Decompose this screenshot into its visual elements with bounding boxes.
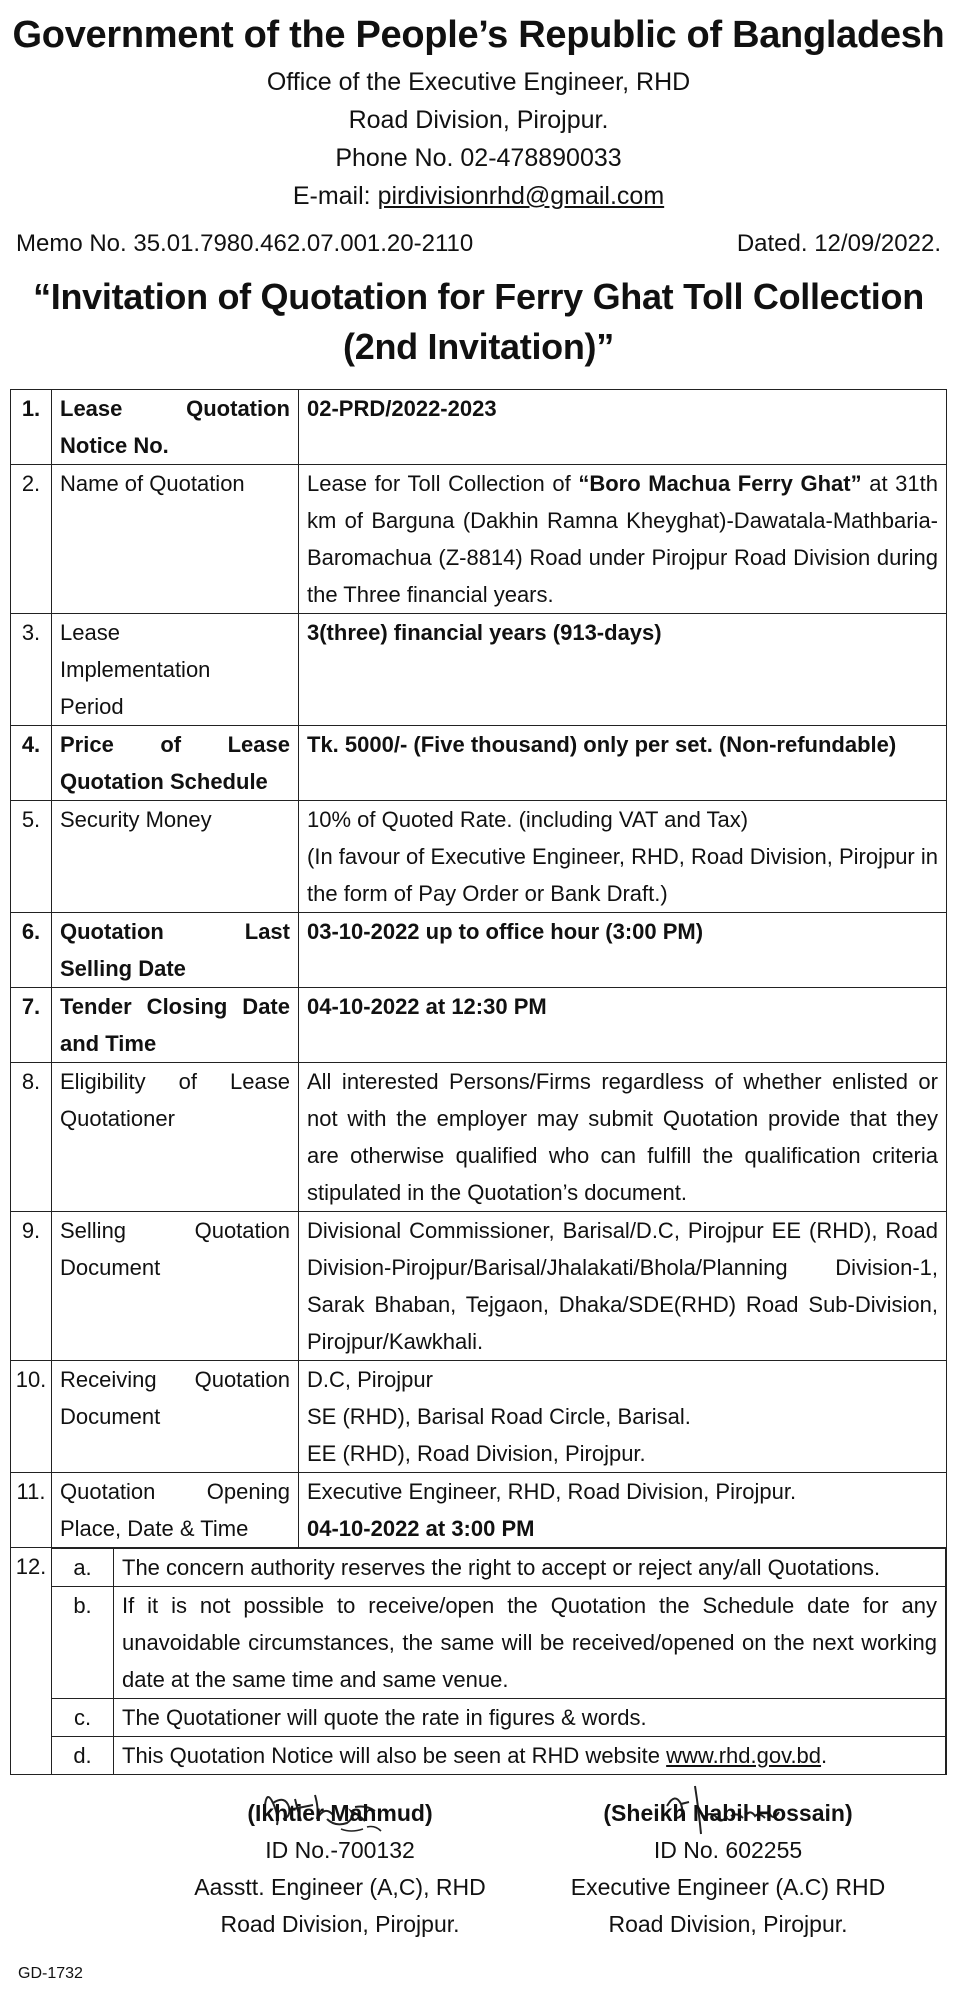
row-value: Lease for Toll Collection of “Boro Machua Ferry Ghat” at 31th km of Barguna (Dakhin Ramna Kheyghat)-Dawatala-Mathbaria-Baromachua (Z-8814) Road under Pirojpur Road Division during the Three financial years.	[299, 465, 947, 614]
row-value: 03-10-2022 up to office hour (3:00 PM)	[299, 913, 947, 988]
conditions-list	[52, 1548, 946, 1774]
row-value: All interested Persons/Firms regardless of whether enlisted or not with the employer may submit Quotation provide that they are otherwise qualified who can fulfill the qualification criteria stipulated in the Quotation’s document.	[299, 1063, 947, 1212]
condition-letter: c.	[52, 1699, 114, 1737]
signatory-name: (Ikhtier Mahmud)	[247, 1800, 433, 1826]
row-number: 7.	[11, 988, 52, 1063]
government-title: Government of the People’s Republic of Bangladesh	[12, 14, 945, 56]
row-value: 04-10-2022 at 12:30 PM	[299, 988, 947, 1063]
row-value: Tk. 5000/- (Five thousand) only per set. (Non-refundable)	[299, 726, 947, 801]
division-line: Road Division, Pirojpur.	[348, 106, 609, 134]
list-item	[52, 1737, 946, 1775]
table-row	[11, 913, 947, 988]
table-row	[11, 726, 947, 801]
signatory-right	[548, 1795, 908, 1943]
signatory-left	[160, 1795, 520, 1943]
condition-letter: a.	[52, 1549, 114, 1587]
row-value: Executive Engineer, RHD, Road Division, Pirojpur. 04-10-2022 at 3:00 PM	[299, 1473, 947, 1548]
row-label: Lease Quotation Notice No.	[52, 390, 299, 465]
condition-letter: d.	[52, 1737, 114, 1775]
row-label: Price of Lease Quotation Schedule	[52, 726, 299, 801]
conditions-cell	[52, 1548, 947, 1775]
condition-text: The concern authority reserves the right to accept or reject any/all Quotations.	[114, 1549, 946, 1587]
email-label: E-mail:	[292, 182, 378, 210]
row-label: Quotation Opening Place, Date & Time	[52, 1473, 299, 1548]
memo-date: Dated. 12/09/2022.	[736, 230, 941, 257]
footer-code: GD-1732	[18, 1965, 83, 1982]
table-row	[11, 988, 947, 1063]
row-number: 11.	[11, 1473, 52, 1548]
signatory-id: ID No.-700132	[265, 1837, 415, 1863]
invitation-title-line2: (2nd Invitation)”	[343, 326, 614, 367]
table-row	[11, 1212, 947, 1361]
row-number: 3.	[11, 614, 52, 726]
office-line: Office of the Executive Engineer, RHD	[266, 68, 691, 96]
row-label: Receiving Quotation Document	[52, 1361, 299, 1473]
row-label: Selling Quotation Document	[52, 1212, 299, 1361]
list-item	[52, 1699, 946, 1737]
list-item	[52, 1587, 946, 1699]
row-value: Divisional Commissioner, Barisal/D.C, Pirojpur EE (RHD), Road Division-Pirojpur/Barisal/Jhalakati/Bhola/Planning Division-1, Sarak Bhaban, Tejgaon, Dhaka/SDE(RHD) Road Sub-Division, Pirojpur/Kawkhali.	[299, 1212, 947, 1361]
row-label: Quotation Last Selling Date	[52, 913, 299, 988]
table-row	[11, 801, 947, 913]
signatory-designation: Executive Engineer (A.C) RHD	[570, 1874, 886, 1900]
list-item	[52, 1549, 946, 1587]
table-row	[11, 1473, 947, 1548]
row-label: Lease Implementation Period	[52, 614, 299, 726]
table-row	[11, 390, 947, 465]
row-number: 5.	[11, 801, 52, 913]
row-number: 2.	[11, 465, 52, 614]
table-row	[11, 614, 947, 726]
signatory-designation: Aasstt. Engineer (A,C), RHD	[194, 1874, 486, 1900]
row-number: 8.	[11, 1063, 52, 1212]
row-label: Eligibility of Lease Quotationer	[52, 1063, 299, 1212]
table-row	[11, 1361, 947, 1473]
row-number: 9.	[11, 1212, 52, 1361]
row-number: 4.	[11, 726, 52, 801]
quotation-table	[10, 389, 947, 1775]
invitation-title-line1: “Invitation of Quotation for Ferry Ghat Toll Collection	[33, 276, 924, 317]
email-line	[0, 182, 957, 211]
condition-text: If it is not possible to receive/open the Quotation the Schedule date for any unavoidable circumstances, the same will be received/opened on the next working date at the same time and same venue.	[114, 1587, 946, 1699]
table-row	[11, 1548, 947, 1775]
signatory-name: (Sheikh Nabil Hossain)	[603, 1800, 853, 1826]
row-label: Security Money	[52, 801, 299, 913]
email-link[interactable]: pirdivisionrhd@gmail.com	[377, 182, 665, 210]
signatory-id: ID No. 602255	[653, 1837, 803, 1863]
table-row	[11, 1063, 947, 1212]
row-value: D.C, Pirojpur SE (RHD), Barisal Road Circle, Barisal. EE (RHD), Road Division, Pirojpur.	[299, 1361, 947, 1473]
condition-text: This Quotation Notice will also be seen at RHD website www.rhd.gov.bd.	[114, 1737, 946, 1775]
row-label: Name of Quotation	[52, 465, 299, 614]
phone-line: Phone No. 02-478890033	[335, 144, 622, 172]
rhd-website-link[interactable]: www.rhd.gov.bd	[666, 1743, 822, 1768]
ferry-ghat-name: “Boro Machua Ferry Ghat”	[578, 471, 862, 496]
row-label: Tender Closing Date and Time	[52, 988, 299, 1063]
row-number: 12.	[11, 1548, 52, 1775]
row-value: 3(three) financial years (913-days)	[299, 614, 947, 726]
row-number: 6.	[11, 913, 52, 988]
row-value: 10% of Quoted Rate. (including VAT and Tax) (In favour of Executive Engineer, RHD, Road Division, Pirojpur in the form of Pay Order or Bank Draft.)	[299, 801, 947, 913]
signatory-office: Road Division, Pirojpur.	[608, 1911, 848, 1937]
signatory-office: Road Division, Pirojpur.	[220, 1911, 460, 1937]
row-number: 10.	[11, 1361, 52, 1473]
condition-text: The Quotationer will quote the rate in figures & words.	[114, 1699, 946, 1737]
memo-number: Memo No. 35.01.7980.462.07.001.20-2110	[16, 230, 474, 257]
row-number: 1.	[11, 390, 52, 465]
table-row	[11, 465, 947, 614]
row-value: 02-PRD/2022-2023	[299, 390, 947, 465]
condition-letter: b.	[52, 1587, 114, 1699]
